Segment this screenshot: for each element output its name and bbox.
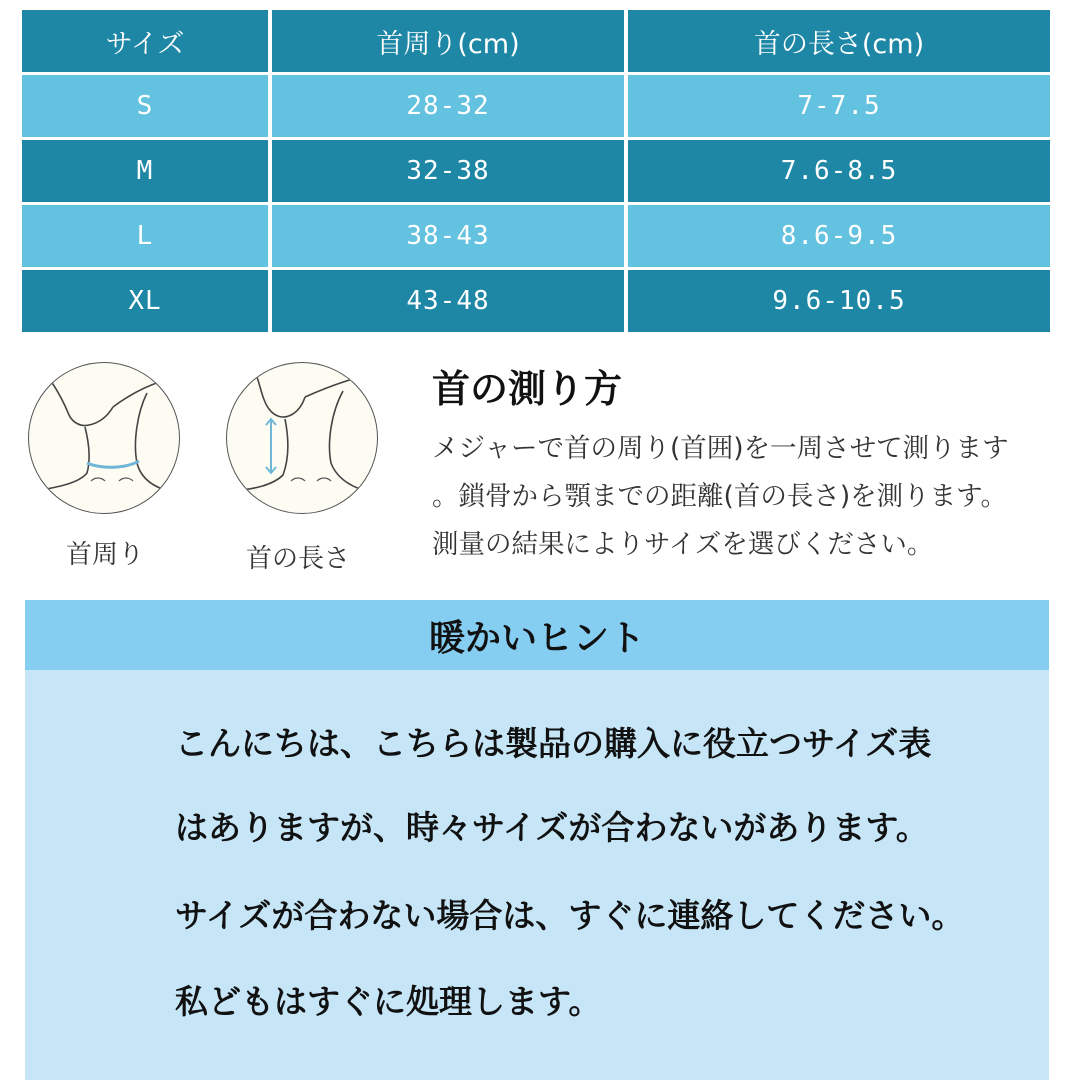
tip-line: はありますが、時々サイズが合わないがあります。 xyxy=(175,808,929,847)
table-row xyxy=(22,205,1054,267)
neck-length-illustration xyxy=(227,363,377,513)
how-to-measure-title: 首の測り方 xyxy=(432,367,623,411)
circumference-cell: 38-43 xyxy=(272,205,624,267)
length-cell: 9.6-10.5 xyxy=(628,270,1050,332)
how-to-measure-line: 。鎖骨から顎までの距離(首の長さ)を測ります。 xyxy=(432,481,1008,512)
circumference-cell: 28-32 xyxy=(272,75,624,137)
tip-line: サイズが合わない場合は、すぐに連絡してください。 xyxy=(175,896,965,935)
circumference-cell: 43-48 xyxy=(272,270,624,332)
size-table xyxy=(22,10,1054,335)
size-cell: S xyxy=(22,75,268,137)
size-cell: XL xyxy=(22,270,268,332)
how-to-measure-line: 測量の結果によりサイズを選びください。 xyxy=(432,529,934,560)
size-cell: L xyxy=(22,205,268,267)
header-circumference: 首周り(cm) xyxy=(272,10,624,72)
length-cell: 7-7.5 xyxy=(628,75,1050,137)
tip-title: 暖かいヒント xyxy=(25,600,1049,670)
circumference-cell: 32-38 xyxy=(272,140,624,202)
circumference-label: 首周り xyxy=(66,540,145,570)
table-header-row xyxy=(22,10,1054,72)
neck-circumference-illustration xyxy=(29,363,179,513)
tip-line: こんにちは、こちらは製品の購入に役立つサイズ表 xyxy=(175,724,932,763)
how-to-measure-line: メジャーで首の周り(首囲)を一周させて測ります xyxy=(432,433,1009,464)
size-cell: M xyxy=(22,140,268,202)
tip-body xyxy=(25,670,1049,1080)
table-row xyxy=(22,140,1054,202)
header-length: 首の長さ(cm) xyxy=(628,10,1050,72)
table-row xyxy=(22,75,1054,137)
header-size: サイズ xyxy=(22,10,268,72)
length-cell: 7.6-8.5 xyxy=(628,140,1050,202)
tip-line: 私どもはすぐに処理します。 xyxy=(175,982,602,1021)
neck-circumference-diagram xyxy=(28,362,180,514)
length-label: 首の長さ xyxy=(246,544,351,574)
length-cell: 8.6-9.5 xyxy=(628,205,1050,267)
neck-length-diagram xyxy=(226,362,378,514)
table-row xyxy=(22,270,1054,332)
